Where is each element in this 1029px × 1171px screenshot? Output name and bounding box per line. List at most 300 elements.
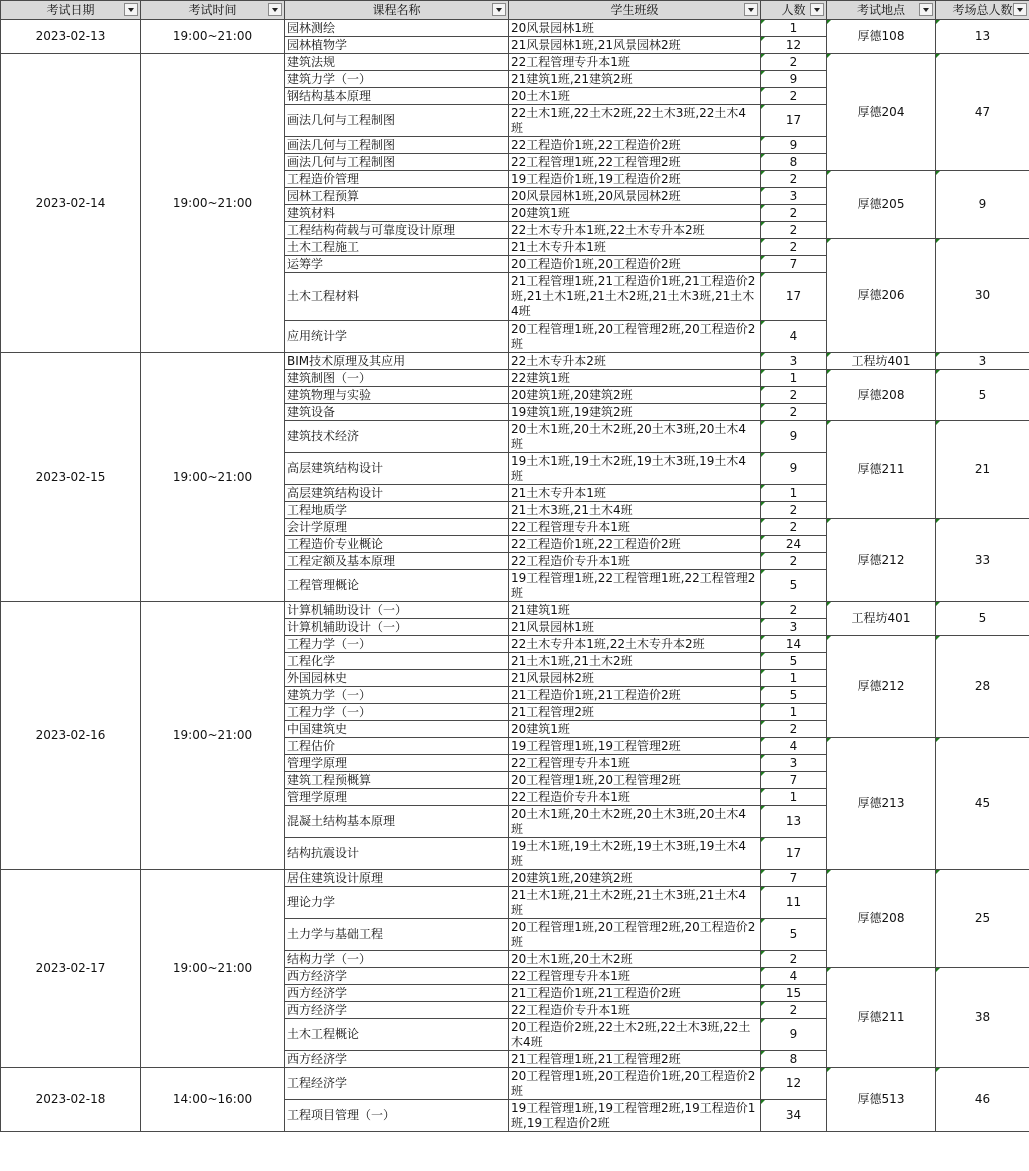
student-class-cell [509, 71, 761, 88]
table-row [1, 54, 1029, 71]
student-class: 20土木1班,20土木2班 [511, 951, 633, 966]
exam-location: 厚德212 [857, 552, 905, 567]
count-cell [761, 870, 827, 887]
student-class-cell [509, 1068, 761, 1100]
number-stored-as-text-indicator-icon [827, 421, 831, 425]
course-name-cell [285, 1051, 509, 1068]
number-stored-as-text-indicator-icon [827, 636, 831, 640]
course-name-cell [285, 353, 509, 370]
count-cell [761, 602, 827, 619]
student-class: 20土木1班,20土木2班,20土木3班,20土木4班 [511, 806, 747, 836]
student-class: 21土木专升本1班 [511, 239, 606, 254]
course-name: 结构抗震设计 [287, 846, 360, 860]
number-stored-as-text-indicator-icon [936, 519, 940, 523]
header-label: 考试日期 [46, 3, 95, 17]
count-cell [761, 205, 827, 222]
student-class-cell [509, 37, 761, 54]
exam-location: 厚德208 [857, 387, 905, 402]
student-class: 22工程管理专升本1班 [511, 54, 630, 69]
student-count: 17 [785, 846, 802, 860]
student-count: 2 [789, 205, 798, 220]
number-stored-as-text-indicator-icon [761, 321, 765, 325]
exam-location-cell [827, 421, 936, 519]
exam-time: 19:00~21:00 [172, 195, 253, 210]
number-stored-as-text-indicator-icon [761, 968, 765, 972]
course-name-cell [285, 154, 509, 171]
header-label: 考试时间 [188, 3, 237, 17]
student-class: 19工程管理1班,22工程管理1班,22工程管理2班 [511, 570, 756, 600]
room-total-cell [936, 738, 1029, 870]
count-cell [761, 919, 827, 951]
room-total: 13 [974, 29, 991, 43]
course-name: 高层建筑结构设计 [287, 485, 384, 500]
room-total-cell [936, 20, 1029, 54]
filter-dropdown-icon[interactable] [492, 3, 506, 16]
number-stored-as-text-indicator-icon [827, 353, 831, 357]
exam-location: 厚德108 [857, 29, 905, 43]
student-count: 1 [789, 20, 798, 35]
student-count: 8 [789, 1051, 798, 1066]
student-count: 24 [785, 536, 802, 551]
course-name: 计算机辅助设计（一） [287, 619, 408, 634]
exam-time: 14:00~16:00 [172, 1092, 253, 1106]
course-name-cell [285, 553, 509, 570]
course-name: 居住建筑设计原理 [287, 870, 384, 885]
course-name-cell [285, 273, 509, 321]
student-count: 9 [789, 137, 798, 152]
number-stored-as-text-indicator-icon [761, 755, 765, 759]
course-name: 西方经济学 [287, 1002, 348, 1017]
exam-time-cell [141, 870, 285, 1068]
count-cell [761, 1068, 827, 1100]
number-stored-as-text-indicator-icon [827, 20, 831, 24]
student-class-cell [509, 536, 761, 553]
exam-time-cell [141, 353, 285, 602]
student-count: 2 [789, 519, 798, 534]
exam-date: 2023-02-17 [35, 961, 106, 975]
number-stored-as-text-indicator-icon [827, 968, 831, 972]
exam-date: 2023-02-18 [35, 1092, 106, 1106]
student-class-cell [509, 519, 761, 536]
number-stored-as-text-indicator-icon [761, 105, 765, 109]
count-cell [761, 536, 827, 553]
student-class-cell [509, 755, 761, 772]
course-name-cell [285, 870, 509, 887]
number-stored-as-text-indicator-icon [761, 570, 765, 574]
room-total: 33 [974, 552, 991, 567]
student-count: 2 [789, 602, 798, 617]
number-stored-as-text-indicator-icon [761, 636, 765, 640]
count-cell [761, 154, 827, 171]
course-name: BIM技术原理及其应用 [287, 353, 406, 368]
student-class-cell [509, 985, 761, 1002]
student-count: 3 [789, 755, 798, 770]
course-name-cell [285, 404, 509, 421]
number-stored-as-text-indicator-icon [761, 1002, 765, 1006]
count-cell [761, 636, 827, 653]
number-stored-as-text-indicator-icon [761, 239, 765, 243]
course-name-cell [285, 968, 509, 985]
student-class: 22工程管理专升本1班 [511, 755, 630, 770]
course-name-cell [285, 105, 509, 137]
count-cell [761, 519, 827, 536]
student-count: 9 [789, 71, 798, 86]
filter-dropdown-icon[interactable] [810, 3, 824, 16]
student-class-cell [509, 721, 761, 738]
student-class: 20工程管理1班,20工程管理2班 [511, 772, 681, 787]
filter-dropdown-icon[interactable] [744, 3, 758, 16]
exam-location: 厚德206 [857, 288, 905, 302]
student-class: 22土木1班,22土木2班,22土木3班,22土木4班 [511, 105, 747, 135]
exam-location-cell [827, 1068, 936, 1132]
student-count: 3 [789, 188, 798, 203]
student-class-cell [509, 870, 761, 887]
exam-time: 19:00~21:00 [172, 29, 253, 43]
exam-location: 厚德513 [857, 1092, 905, 1106]
room-total: 38 [974, 1010, 991, 1024]
student-class-cell [509, 222, 761, 239]
table-row [1, 1068, 1029, 1100]
student-class: 22工程造价专升本1班 [511, 553, 630, 568]
room-total-cell [936, 636, 1029, 738]
number-stored-as-text-indicator-icon [827, 171, 831, 175]
count-cell [761, 1019, 827, 1051]
student-class-cell [509, 838, 761, 870]
table-row [1, 870, 1029, 887]
student-count: 2 [789, 951, 798, 966]
student-class: 19工程管理1班,19工程管理2班 [511, 738, 681, 753]
count-cell [761, 387, 827, 404]
table-row [1, 602, 1029, 619]
course-name-cell [285, 755, 509, 772]
student-count: 7 [789, 870, 798, 885]
student-class: 20工程造价2班,22土木2班,22土木3班,22土木4班 [511, 1019, 751, 1049]
number-stored-as-text-indicator-icon [761, 20, 765, 24]
course-name-cell [285, 721, 509, 738]
count-cell [761, 755, 827, 772]
count-cell [761, 619, 827, 636]
student-class: 22工程造价1班,22工程造价2班 [511, 536, 681, 551]
number-stored-as-text-indicator-icon [761, 789, 765, 793]
number-stored-as-text-indicator-icon [761, 887, 765, 891]
number-stored-as-text-indicator-icon [761, 273, 765, 277]
header-exam-date [1, 1, 141, 20]
number-stored-as-text-indicator-icon [761, 687, 765, 691]
number-stored-as-text-indicator-icon [761, 453, 765, 457]
number-stored-as-text-indicator-icon [761, 536, 765, 540]
header-course-name [285, 1, 509, 20]
student-class-cell [509, 653, 761, 670]
exam-date: 2023-02-14 [35, 195, 106, 210]
count-cell [761, 273, 827, 321]
student-class-cell [509, 619, 761, 636]
student-class-cell [509, 919, 761, 951]
course-name-cell [285, 1100, 509, 1132]
exam-time: 19:00~21:00 [172, 728, 253, 742]
count-cell [761, 704, 827, 721]
student-class: 21建筑1班 [511, 602, 570, 617]
number-stored-as-text-indicator-icon [936, 870, 940, 874]
number-stored-as-text-indicator-icon [761, 519, 765, 523]
student-class-cell [509, 387, 761, 404]
count-cell [761, 687, 827, 704]
count-cell [761, 968, 827, 985]
course-name: 园林植物学 [287, 37, 348, 52]
room-total-cell [936, 968, 1029, 1068]
number-stored-as-text-indicator-icon [936, 602, 940, 606]
exam-location-cell [827, 353, 936, 370]
exam-location: 厚德208 [857, 911, 905, 925]
exam-location-cell [827, 738, 936, 870]
student-class-cell [509, 704, 761, 721]
exam-time-cell [141, 602, 285, 870]
header-label: 人数 [781, 3, 806, 17]
course-name-cell [285, 653, 509, 670]
course-name-cell [285, 619, 509, 636]
course-name: 画法几何与工程制图 [287, 154, 396, 169]
count-cell [761, 171, 827, 188]
course-name-cell [285, 519, 509, 536]
student-class: 22建筑1班 [511, 370, 570, 385]
course-name: 外国园林史 [287, 670, 348, 685]
course-name: 会计学原理 [287, 519, 348, 534]
course-name: 工程造价专业概论 [287, 536, 384, 551]
number-stored-as-text-indicator-icon [761, 985, 765, 989]
exam-location: 工程坊401 [851, 353, 911, 368]
number-stored-as-text-indicator-icon [761, 387, 765, 391]
course-name: 工程经济学 [287, 1076, 348, 1090]
header-room-total [936, 1, 1029, 20]
number-stored-as-text-indicator-icon [761, 154, 765, 158]
course-name: 建筑材料 [287, 205, 336, 220]
course-name-cell [285, 20, 509, 37]
student-class-cell [509, 256, 761, 273]
student-class-cell [509, 453, 761, 485]
room-total-cell [936, 421, 1029, 519]
room-total-cell [936, 239, 1029, 353]
exam-location: 厚德212 [857, 679, 905, 693]
exam-location-cell [827, 519, 936, 602]
exam-location-cell [827, 370, 936, 421]
student-count: 9 [789, 461, 798, 475]
course-name-cell [285, 239, 509, 256]
student-class: 21风景园林1班,21风景园林2班 [511, 37, 681, 52]
course-name: 建筑技术经济 [287, 429, 360, 443]
exam-date: 2023-02-16 [35, 728, 106, 742]
student-count: 4 [789, 968, 798, 983]
student-class: 19建筑1班,19建筑2班 [511, 404, 633, 419]
course-name: 画法几何与工程制图 [287, 113, 396, 127]
student-class-cell [509, 968, 761, 985]
filter-dropdown-icon[interactable] [268, 3, 282, 16]
course-name: 工程力学（一） [287, 636, 372, 651]
student-count: 2 [789, 387, 798, 402]
number-stored-as-text-indicator-icon [761, 670, 765, 674]
count-cell [761, 670, 827, 687]
student-count: 17 [785, 289, 802, 303]
room-total-cell [936, 171, 1029, 239]
student-class: 20土木1班,20土木2班,20土木3班,20土木4班 [511, 421, 747, 451]
filter-dropdown-icon[interactable] [1013, 3, 1027, 16]
course-name-cell [285, 421, 509, 453]
count-cell [761, 188, 827, 205]
count-cell [761, 37, 827, 54]
number-stored-as-text-indicator-icon [761, 353, 765, 357]
number-stored-as-text-indicator-icon [827, 239, 831, 243]
course-name-cell [285, 985, 509, 1002]
student-class: 21土木专升本1班 [511, 485, 606, 500]
exam-location-cell [827, 171, 936, 239]
course-name-cell [285, 738, 509, 755]
course-name: 建筑物理与实验 [287, 387, 372, 402]
exam-location-cell [827, 870, 936, 968]
exam-date-cell [1, 20, 141, 54]
course-name: 工程定额及基本原理 [287, 553, 396, 568]
student-class-cell [509, 570, 761, 602]
count-cell [761, 321, 827, 353]
count-cell [761, 1051, 827, 1068]
count-cell [761, 951, 827, 968]
student-class-cell [509, 887, 761, 919]
student-count: 4 [789, 329, 798, 343]
student-class: 20建筑1班,20建筑2班 [511, 870, 633, 885]
student-class-cell [509, 421, 761, 453]
count-cell [761, 806, 827, 838]
course-name-cell [285, 256, 509, 273]
student-class: 22工程造价专升本1班 [511, 1002, 630, 1017]
number-stored-as-text-indicator-icon [761, 1051, 765, 1055]
room-total-cell [936, 602, 1029, 636]
course-name: 工程造价管理 [287, 171, 360, 186]
filter-dropdown-icon[interactable] [124, 3, 138, 16]
course-name: 建筑力学（一） [287, 687, 372, 702]
student-count: 7 [789, 772, 798, 787]
number-stored-as-text-indicator-icon [761, 1068, 765, 1072]
student-class: 20建筑1班 [511, 205, 570, 220]
count-cell [761, 738, 827, 755]
course-name: 建筑法规 [287, 54, 336, 69]
filter-dropdown-icon[interactable] [919, 3, 933, 16]
student-class-cell [509, 687, 761, 704]
course-name-cell [285, 704, 509, 721]
room-total: 28 [974, 679, 991, 693]
count-cell [761, 985, 827, 1002]
course-name: 土木工程概论 [287, 1027, 360, 1041]
number-stored-as-text-indicator-icon [936, 54, 940, 58]
student-count: 2 [789, 721, 798, 736]
student-count: 5 [789, 927, 798, 941]
room-total: 46 [974, 1092, 991, 1106]
exam-location: 厚德204 [857, 104, 905, 119]
student-count: 15 [785, 985, 802, 1000]
student-count: 13 [785, 814, 802, 828]
course-name: 土力学与基础工程 [287, 927, 384, 941]
exam-location: 厚德211 [857, 1010, 905, 1024]
student-class: 21风景园林2班 [511, 670, 594, 685]
student-class: 19工程造价1班,19工程造价2班 [511, 171, 681, 186]
course-name-cell [285, 536, 509, 553]
student-count: 2 [789, 404, 798, 419]
course-name-cell [285, 370, 509, 387]
course-name-cell [285, 919, 509, 951]
room-total-cell [936, 370, 1029, 421]
exam-date-cell [1, 1068, 141, 1132]
student-class-cell [509, 171, 761, 188]
count-cell [761, 789, 827, 806]
exam-time-cell [141, 54, 285, 353]
course-name: 土木工程材料 [287, 289, 360, 303]
course-name: 画法几何与工程制图 [287, 137, 396, 152]
course-name-cell [285, 1002, 509, 1019]
student-class: 22土木专升本1班,22土木专升本2班 [511, 222, 705, 237]
number-stored-as-text-indicator-icon [827, 870, 831, 874]
course-name-cell [285, 1019, 509, 1051]
number-stored-as-text-indicator-icon [761, 54, 765, 58]
header-count [761, 1, 827, 20]
student-class-cell [509, 321, 761, 353]
exam-location: 厚德211 [857, 462, 905, 476]
count-cell [761, 421, 827, 453]
course-name: 建筑设备 [287, 404, 336, 419]
student-class-cell [509, 20, 761, 37]
count-cell [761, 20, 827, 37]
number-stored-as-text-indicator-icon [761, 205, 765, 209]
room-total-cell [936, 519, 1029, 602]
student-class: 20工程造价1班,20工程造价2班 [511, 256, 681, 271]
number-stored-as-text-indicator-icon [936, 353, 940, 357]
number-stored-as-text-indicator-icon [761, 838, 765, 842]
student-class-cell [509, 239, 761, 256]
exam-location-cell [827, 239, 936, 353]
course-name: 工程管理概论 [287, 578, 360, 592]
course-name-cell [285, 37, 509, 54]
student-class-cell [509, 404, 761, 421]
student-class: 22工程造价专升本1班 [511, 789, 630, 804]
number-stored-as-text-indicator-icon [761, 653, 765, 657]
table-row [1, 20, 1029, 37]
room-total: 25 [974, 911, 991, 925]
header-label: 考试地点 [856, 3, 905, 17]
number-stored-as-text-indicator-icon [827, 1068, 831, 1072]
course-name: 工程结构荷载与可靠度设计原理 [287, 222, 456, 237]
exam-location: 厚德213 [857, 796, 905, 810]
course-name: 运筹学 [287, 256, 324, 271]
number-stored-as-text-indicator-icon [761, 502, 765, 506]
student-class-cell [509, 188, 761, 205]
course-name: 土木工程施工 [287, 239, 360, 254]
student-count: 2 [789, 1002, 798, 1017]
count-cell [761, 404, 827, 421]
student-count: 3 [789, 619, 798, 634]
count-cell [761, 256, 827, 273]
course-name: 混凝土结构基本原理 [287, 814, 396, 828]
student-count: 1 [789, 670, 798, 685]
count-cell [761, 105, 827, 137]
number-stored-as-text-indicator-icon [936, 421, 940, 425]
course-name: 理论力学 [287, 895, 336, 909]
course-name: 应用统计学 [287, 329, 348, 343]
student-class: 20建筑1班,20建筑2班 [511, 387, 633, 402]
course-name-cell [285, 137, 509, 154]
course-name: 建筑制图（一） [287, 370, 372, 385]
student-count: 8 [789, 154, 798, 169]
course-name: 建筑力学（一） [287, 71, 372, 86]
header-exam-location [827, 1, 936, 20]
number-stored-as-text-indicator-icon [761, 485, 765, 489]
room-total: 47 [974, 104, 991, 119]
student-class: 20土木1班 [511, 88, 570, 103]
number-stored-as-text-indicator-icon [827, 370, 831, 374]
